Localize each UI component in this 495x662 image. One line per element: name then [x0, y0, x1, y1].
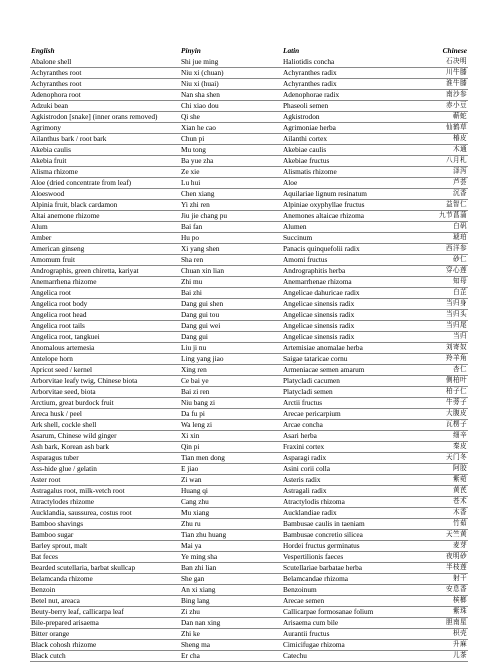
- cell-chinese: 大腹皮: [422, 409, 468, 420]
- cell-pinyin: Niu xi (huai): [180, 79, 282, 90]
- cell-latin: Alpiniae oxyphyllae fructus: [282, 200, 422, 211]
- cell-english: Abalone shell: [30, 57, 180, 68]
- header-english: English: [31, 45, 55, 55]
- cell-latin: Bambusae caulis in taeniam: [282, 519, 422, 530]
- cell-english: Achyranthes root: [30, 79, 180, 90]
- table-row: [30, 530, 468, 541]
- cell-pinyin: An xi xiang: [180, 585, 282, 596]
- cell-chinese: 八月札: [422, 156, 468, 167]
- cell-english: Adzuki bean: [30, 101, 180, 112]
- cell-latin: Achyranthes radix: [282, 79, 422, 90]
- cell-pinyin: Ling yang jiao: [180, 354, 282, 365]
- cell-latin: Asteris radix: [282, 475, 422, 486]
- table-row: [30, 332, 468, 343]
- cell-english: Asarum, Chinese wild ginger: [30, 431, 180, 442]
- table-row: [30, 354, 468, 365]
- cell-english: Astragalus root, milk-vetch root: [30, 486, 180, 497]
- cell-latin: Saigae tataricae cornu: [282, 354, 422, 365]
- cell-english: Akebia caulis: [30, 145, 180, 156]
- cell-chinese: 赤小豆: [422, 101, 468, 112]
- cell-latin: Angelicae sinensis radix: [282, 299, 422, 310]
- cell-pinyin: Ce bai ye: [180, 376, 282, 387]
- cell-pinyin: Ba yue zha: [180, 156, 282, 167]
- cell-chinese: 麦芽: [422, 541, 468, 552]
- table-row: [30, 596, 468, 607]
- table-row: [30, 453, 468, 464]
- cell-latin: Agrimoniae herba: [282, 123, 422, 134]
- cell-english: Alum: [30, 222, 180, 233]
- cell-pinyin: Dang gui shen: [180, 299, 282, 310]
- cell-english: Areca husk / peel: [30, 409, 180, 420]
- cell-pinyin: Zhi mu: [180, 277, 282, 288]
- cell-latin: Asini corii colla: [282, 464, 422, 475]
- header-row: [30, 44, 468, 57]
- table-row: [30, 585, 468, 596]
- cell-english: Ark shell, cockle shell: [30, 420, 180, 431]
- cell-chinese: 白矾: [422, 222, 468, 233]
- cell-pinyin: Mu xiang: [180, 508, 282, 519]
- cell-chinese: 川牛膝: [422, 68, 468, 79]
- cell-pinyin: Hu po: [180, 233, 282, 244]
- table-row: [30, 101, 468, 112]
- cell-latin: Catechu: [282, 651, 422, 662]
- cell-english: Angelica root: [30, 288, 180, 299]
- cell-english: Alisma rhizome: [30, 167, 180, 178]
- cell-chinese: 槟榔: [422, 596, 468, 607]
- cell-chinese: 蕲蛇: [422, 112, 468, 123]
- table-row: [30, 189, 468, 200]
- cell-english: Bearded scutellaria, barbat skullcap: [30, 563, 180, 574]
- table-body: [30, 57, 468, 662]
- cell-latin: Arecae semen: [282, 596, 422, 607]
- table-row: [30, 299, 468, 310]
- cell-pinyin: Shi jue ming: [180, 57, 282, 68]
- cell-pinyin: Mai ya: [180, 541, 282, 552]
- cell-chinese: 柏子仁: [422, 387, 468, 398]
- cell-english: Betel nut, areaca: [30, 596, 180, 607]
- cell-english: Belamcanda rhizome: [30, 574, 180, 585]
- cell-english: Amomum fruit: [30, 255, 180, 266]
- cell-english: Bamboo shavings: [30, 519, 180, 530]
- cell-pinyin: Wa leng zi: [180, 420, 282, 431]
- cell-chinese: 沉香: [422, 189, 468, 200]
- table-row: [30, 486, 468, 497]
- cell-english: Black cutch: [30, 651, 180, 662]
- cell-english: Altai anemone rhizome: [30, 211, 180, 222]
- cell-english: Black cohosh rhizome: [30, 640, 180, 651]
- cell-english: Bat feces: [30, 552, 180, 563]
- cell-chinese: 当归: [422, 332, 468, 343]
- cell-pinyin: Er cha: [180, 651, 282, 662]
- cell-pinyin: Zhi ke: [180, 629, 282, 640]
- herb-glossary-table: [30, 44, 468, 662]
- cell-pinyin: Sheng ma: [180, 640, 282, 651]
- cell-chinese: 木香: [422, 508, 468, 519]
- cell-latin: Fraxini cortex: [282, 442, 422, 453]
- cell-pinyin: Chen xiang: [180, 189, 282, 200]
- cell-pinyin: Mu tong: [180, 145, 282, 156]
- cell-chinese: 苍术: [422, 497, 468, 508]
- cell-pinyin: Xian he cao: [180, 123, 282, 134]
- cell-latin: Anemones altaicae rhizoma: [282, 211, 422, 222]
- herb-glossary-page: [30, 44, 468, 662]
- cell-pinyin: Niu xi (chuan): [180, 68, 282, 79]
- cell-english: Angelica root tails: [30, 321, 180, 332]
- table-row: [30, 79, 468, 90]
- cell-chinese: 白芷: [422, 288, 468, 299]
- cell-pinyin: She gan: [180, 574, 282, 585]
- cell-chinese: 刘寄奴: [422, 343, 468, 354]
- table-row: [30, 310, 468, 321]
- cell-pinyin: Tian zhu huang: [180, 530, 282, 541]
- cell-latin: Vespertilionis faeces: [282, 552, 422, 563]
- cell-chinese: 秦皮: [422, 442, 468, 453]
- cell-chinese: 淮牛膝: [422, 79, 468, 90]
- header-chinese: Chinese: [442, 45, 467, 55]
- cell-latin: Atractylodis rhizoma: [282, 497, 422, 508]
- cell-english: Beuty-berry leaf, callicarpa leaf: [30, 607, 180, 618]
- cell-english: Agrimony: [30, 123, 180, 134]
- cell-latin: Andrographitis herba: [282, 266, 422, 277]
- cell-chinese: 阿胶: [422, 464, 468, 475]
- cell-latin: Ailanthi cortex: [282, 134, 422, 145]
- cell-latin: Succinum: [282, 233, 422, 244]
- cell-english: Anomalous artemesia: [30, 343, 180, 354]
- table-row: [30, 112, 468, 123]
- cell-pinyin: Sha ren: [180, 255, 282, 266]
- cell-latin: Anemarrhenae rhizoma: [282, 277, 422, 288]
- cell-latin: Aurantii fructus: [282, 629, 422, 640]
- table-row: [30, 563, 468, 574]
- table-row: [30, 519, 468, 530]
- cell-chinese: 当归尾: [422, 321, 468, 332]
- cell-english: Aloe (dried concentrate from leaf): [30, 178, 180, 189]
- cell-chinese: 升麻: [422, 640, 468, 651]
- table-row: [30, 200, 468, 211]
- cell-english: Ailanthus bark / root bark: [30, 134, 180, 145]
- cell-pinyin: Bing lang: [180, 596, 282, 607]
- cell-english: Anemarrhena rhizome: [30, 277, 180, 288]
- table-row: [30, 57, 468, 68]
- cell-latin: Hordei fructus germinatus: [282, 541, 422, 552]
- cell-english: Alpinia fruit, black cardamon: [30, 200, 180, 211]
- cell-chinese: 侧柏叶: [422, 376, 468, 387]
- cell-pinyin: Dang gui wei: [180, 321, 282, 332]
- cell-pinyin: Lu hui: [180, 178, 282, 189]
- cell-latin: Agkistrodon: [282, 112, 422, 123]
- table-row: [30, 574, 468, 585]
- cell-pinyin: Zi wan: [180, 475, 282, 486]
- cell-english: Achyranthes root: [30, 68, 180, 79]
- cell-english: Angelica root body: [30, 299, 180, 310]
- cell-pinyin: Cang zhu: [180, 497, 282, 508]
- table-row: [30, 376, 468, 387]
- cell-english: American ginseng: [30, 244, 180, 255]
- cell-chinese: 石决明: [422, 57, 468, 68]
- cell-chinese: 安息香: [422, 585, 468, 596]
- table-row: [30, 211, 468, 222]
- table-row: [30, 618, 468, 629]
- cell-pinyin: Bai zi ren: [180, 387, 282, 398]
- cell-latin: Alismatis rhizome: [282, 167, 422, 178]
- cell-latin: Angelicae dahuricae radix: [282, 288, 422, 299]
- table-row: [30, 68, 468, 79]
- cell-latin: Akebiae fructus: [282, 156, 422, 167]
- table-row: [30, 123, 468, 134]
- cell-chinese: 仙鹤草: [422, 123, 468, 134]
- cell-pinyin: Xing ren: [180, 365, 282, 376]
- cell-english: Bitter orange: [30, 629, 180, 640]
- cell-english: Agkistrodon [snake] (inner orans removed): [30, 112, 180, 123]
- cell-pinyin: Dang gui tou: [180, 310, 282, 321]
- table-row: [30, 409, 468, 420]
- cell-english: Arctium, great burdock fruit: [30, 398, 180, 409]
- cell-english: Amber: [30, 233, 180, 244]
- cell-english: Ass-hide glue / gelatin: [30, 464, 180, 475]
- table-row: [30, 134, 468, 145]
- cell-english: Aster root: [30, 475, 180, 486]
- cell-chinese: 南沙参: [422, 90, 468, 101]
- cell-english: Aucklandia, saussurea, costus root: [30, 508, 180, 519]
- table-row: [30, 255, 468, 266]
- cell-english: Angelica root head: [30, 310, 180, 321]
- cell-latin: Platycladi cacumen: [282, 376, 422, 387]
- cell-latin: Aquilariae lignum resinatum: [282, 189, 422, 200]
- cell-pinyin: Bai fan: [180, 222, 282, 233]
- cell-chinese: 儿茶: [422, 651, 468, 662]
- cell-chinese: 穿心莲: [422, 266, 468, 277]
- cell-pinyin: Ze xie: [180, 167, 282, 178]
- table-row: [30, 145, 468, 156]
- cell-pinyin: Niu bang zi: [180, 398, 282, 409]
- cell-latin: Arctii fructus: [282, 398, 422, 409]
- cell-pinyin: Zhu ru: [180, 519, 282, 530]
- table-row: [30, 365, 468, 376]
- table-row: [30, 266, 468, 277]
- table-row: [30, 167, 468, 178]
- cell-latin: Artemisiae anomalae herba: [282, 343, 422, 354]
- cell-chinese: 射干: [422, 574, 468, 585]
- cell-chinese: 椿皮: [422, 134, 468, 145]
- cell-pinyin: Qi she: [180, 112, 282, 123]
- table-row: [30, 508, 468, 519]
- cell-latin: Phaseoli semen: [282, 101, 422, 112]
- cell-latin: Akebiae caulis: [282, 145, 422, 156]
- table-row: [30, 475, 468, 486]
- table-row: [30, 420, 468, 431]
- cell-chinese: 芦荟: [422, 178, 468, 189]
- cell-chinese: 当归身: [422, 299, 468, 310]
- cell-pinyin: Yi zhi ren: [180, 200, 282, 211]
- cell-chinese: 天竺黄: [422, 530, 468, 541]
- cell-english: Ash bark, Korean ash bark: [30, 442, 180, 453]
- table-row: [30, 552, 468, 563]
- table-row: [30, 244, 468, 255]
- cell-latin: Callicarpae formosanae folium: [282, 607, 422, 618]
- cell-latin: Amomi fructus: [282, 255, 422, 266]
- cell-pinyin: Zi zhu: [180, 607, 282, 618]
- table-row: [30, 233, 468, 244]
- cell-chinese: 竹茹: [422, 519, 468, 530]
- cell-pinyin: Nan sha shen: [180, 90, 282, 101]
- table-row: [30, 640, 468, 651]
- table-row: [30, 222, 468, 233]
- cell-latin: Achyranthes radix: [282, 68, 422, 79]
- cell-pinyin: Xi xin: [180, 431, 282, 442]
- cell-english: Barley sprout, malt: [30, 541, 180, 552]
- cell-english: Andrographis, green chiretta, kariyat: [30, 266, 180, 277]
- cell-latin: Astragali radix: [282, 486, 422, 497]
- cell-pinyin: Qin pi: [180, 442, 282, 453]
- cell-chinese: 夜明砂: [422, 552, 468, 563]
- table-row: [30, 464, 468, 475]
- cell-pinyin: Tian men dong: [180, 453, 282, 464]
- cell-pinyin: Ye ming sha: [180, 552, 282, 563]
- table-row: [30, 90, 468, 101]
- cell-chinese: 琥珀: [422, 233, 468, 244]
- cell-english: Arborvitae seed, biota: [30, 387, 180, 398]
- cell-english: Bamboo sugar: [30, 530, 180, 541]
- cell-chinese: 瓦楞子: [422, 420, 468, 431]
- cell-latin: Platycladi semen: [282, 387, 422, 398]
- cell-latin: Angelicae sinensis radix: [282, 332, 422, 343]
- cell-chinese: 杏仁: [422, 365, 468, 376]
- table-row: [30, 178, 468, 189]
- cell-chinese: 紫珠: [422, 607, 468, 618]
- cell-pinyin: Chuan xin lian: [180, 266, 282, 277]
- table-row: [30, 651, 468, 662]
- cell-latin: Haliotidis concha: [282, 57, 422, 68]
- cell-pinyin: Jiu jie chang pu: [180, 211, 282, 222]
- cell-pinyin: E jiao: [180, 464, 282, 475]
- cell-latin: Scutellariae barbatae herba: [282, 563, 422, 574]
- table-row: [30, 156, 468, 167]
- cell-latin: Aloe: [282, 178, 422, 189]
- table-row: [30, 288, 468, 299]
- cell-pinyin: Chi xiao dou: [180, 101, 282, 112]
- cell-pinyin: Da fu pi: [180, 409, 282, 420]
- cell-latin: Armeniacae semen amarum: [282, 365, 422, 376]
- cell-english: Antelope horn: [30, 354, 180, 365]
- header-pinyin: Pinyin: [181, 45, 201, 55]
- cell-chinese: 知母: [422, 277, 468, 288]
- cell-chinese: 黄芪: [422, 486, 468, 497]
- cell-pinyin: Xi yang shen: [180, 244, 282, 255]
- cell-chinese: 九节菖蒲: [422, 211, 468, 222]
- table-row: [30, 431, 468, 442]
- cell-latin: Angelicae sinensis radix: [282, 310, 422, 321]
- cell-chinese: 枳壳: [422, 629, 468, 640]
- cell-english: Adenophora root: [30, 90, 180, 101]
- cell-latin: Arisaema cum bile: [282, 618, 422, 629]
- cell-pinyin: Huang qi: [180, 486, 282, 497]
- cell-english: Atractylodes rhizome: [30, 497, 180, 508]
- cell-chinese: 牛蒡子: [422, 398, 468, 409]
- table-row: [30, 607, 468, 618]
- cell-chinese: 砂仁: [422, 255, 468, 266]
- table-row: [30, 541, 468, 552]
- cell-pinyin: Liu ji nu: [180, 343, 282, 354]
- cell-latin: Panacis quinquefolii radix: [282, 244, 422, 255]
- cell-english: Bile-prepared arisaema: [30, 618, 180, 629]
- cell-latin: Arecae pericarpium: [282, 409, 422, 420]
- cell-latin: Adenophorae radix: [282, 90, 422, 101]
- cell-latin: Asparagi radix: [282, 453, 422, 464]
- cell-pinyin: Chun pi: [180, 134, 282, 145]
- cell-english: Asparagus tuber: [30, 453, 180, 464]
- cell-english: Aloeswood: [30, 189, 180, 200]
- cell-latin: Benzoinum: [282, 585, 422, 596]
- table-row: [30, 398, 468, 409]
- cell-chinese: 羚羊角: [422, 354, 468, 365]
- cell-chinese: 益智仁: [422, 200, 468, 211]
- table-row: [30, 497, 468, 508]
- cell-latin: Aucklandiae radix: [282, 508, 422, 519]
- cell-chinese: 天门冬: [422, 453, 468, 464]
- cell-english: Arborvitae leafy twig, Chinese biota: [30, 376, 180, 387]
- cell-chinese: 木通: [422, 145, 468, 156]
- cell-pinyin: Bai zhi: [180, 288, 282, 299]
- table-row: [30, 387, 468, 398]
- table-row: [30, 629, 468, 640]
- cell-latin: Cimicifugae rhizoma: [282, 640, 422, 651]
- cell-chinese: 当归头: [422, 310, 468, 321]
- cell-latin: Alumen: [282, 222, 422, 233]
- table-row: [30, 343, 468, 354]
- cell-pinyin: Dang gui: [180, 332, 282, 343]
- cell-latin: Angelicae sinensis radix: [282, 321, 422, 332]
- cell-pinyin: Dan nan xing: [180, 618, 282, 629]
- cell-latin: Asari herba: [282, 431, 422, 442]
- cell-english: Apricot seed / kernel: [30, 365, 180, 376]
- header-latin: Latin: [283, 45, 300, 55]
- cell-chinese: 胆南星: [422, 618, 468, 629]
- cell-latin: Bambusae concretio silicea: [282, 530, 422, 541]
- cell-chinese: 半枝莲: [422, 563, 468, 574]
- cell-chinese: 西洋参: [422, 244, 468, 255]
- table-row: [30, 277, 468, 288]
- cell-chinese: 紫菀: [422, 475, 468, 486]
- cell-english: Akebia fruit: [30, 156, 180, 167]
- cell-chinese: 泽泻: [422, 167, 468, 178]
- cell-english: Benzoin: [30, 585, 180, 596]
- cell-latin: Arcae concha: [282, 420, 422, 431]
- cell-pinyin: Ban zhi lian: [180, 563, 282, 574]
- cell-latin: Belamcandae rhizoma: [282, 574, 422, 585]
- cell-english: Angelica root, tangkuei: [30, 332, 180, 343]
- table-row: [30, 321, 468, 332]
- cell-chinese: 细辛: [422, 431, 468, 442]
- table-row: [30, 442, 468, 453]
